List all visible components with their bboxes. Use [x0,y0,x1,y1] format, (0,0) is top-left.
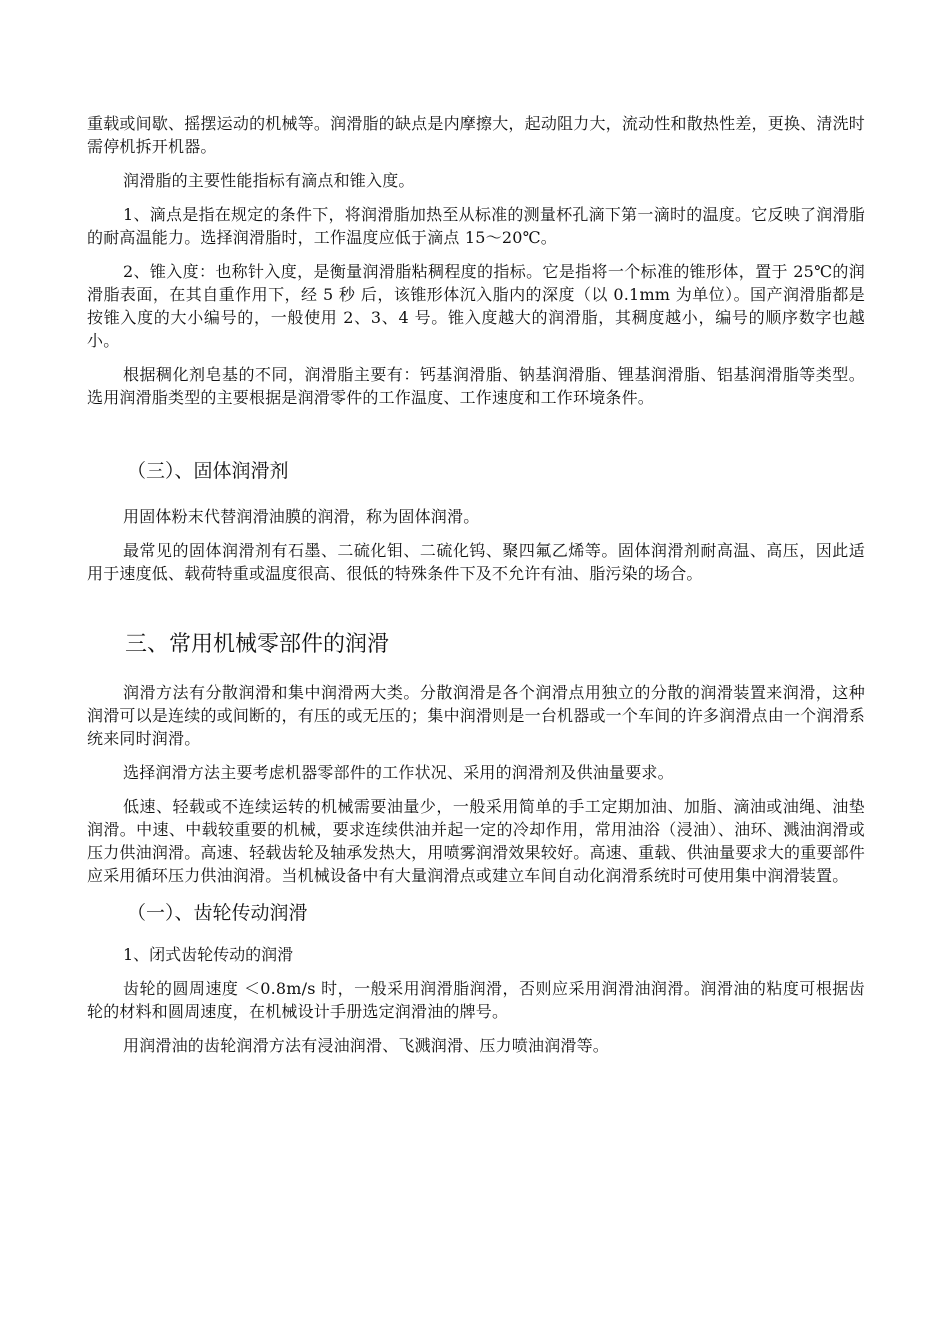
heading-gear-lubrication: （一）、齿轮传动润滑 [127,902,308,924]
paragraph-gear-speed: 齿轮的圆周速度 ＜0.8m/s 时，一般采用润滑脂润滑，否则应采用润滑油润滑。润滑油的粘度可根据齿轮的材料和圆周速度，在机械设计手册选定润滑油的牌号。 [87,979,865,1021]
heading-machine-parts-lubrication: 三、常用机械零部件的润滑 [125,632,390,657]
paragraph-cone-penetration: 2、锥入度：也称针入度，是衡量润滑脂粘稠程度的指标。它是指将一个标准的锥形体，置于 25℃的润滑脂表面，在其自重作用下，经 5 秒 后，该锥形体沉入脂内的深度（以 0.1mm 为单位）。国产润滑脂都是按锥入度的大小编号的，一般使用 2、3、4 号。锥入度越大的润滑脂，其稠度越小，编号的顺序数字也越小。 [87,262,865,350]
paragraph-solid-examples: 最常见的固体润滑剂有石墨、二硫化钼、二硫化钨、聚四氟乙烯等。固体润滑剂耐高温、高压，因此适用于速度低、载荷特重或温度很高、很低的特殊条件下及不允许有油、脂污染的场合。 [87,541,865,583]
paragraph-grease-indicators: 润滑脂的主要性能指标有滴点和锥入度。 [123,171,415,190]
paragraph-dropping-point: 1、滴点是指在规定的条件下，将润滑脂加热至从标准的测量杯孔滴下第一滴时的温度。它反映了润滑脂的耐高温能力。选择润滑脂时，工作温度应低于滴点 15～20℃。 [87,205,865,247]
paragraph-method-selection: 选择润滑方法主要考虑机器零部件的工作状况、采用的润滑剂及供油量要求。 [123,763,674,782]
paragraph-lubrication-methods: 润滑方法有分散润滑和集中润滑两大类。分散润滑是各个润滑点用独立的分散的润滑装置来润滑，这种润滑可以是连续的或间断的，有压的或无压的；集中润滑则是一台机器或一个车间的许多润滑点由一个润滑系统来同时润滑。 [87,683,865,748]
paragraph-grease-types: 根据稠化剂皂基的不同，润滑脂主要有：钙基润滑脂、钠基润滑脂、锂基润滑脂、铝基润滑脂等类型。选用润滑脂类型的主要根据是润滑零件的工作温度、工作速度和工作环境条件。 [87,365,865,407]
paragraph-gear-oil-methods: 用润滑油的齿轮润滑方法有浸油润滑、飞溅润滑、压力喷油润滑等。 [123,1036,610,1055]
heading-solid-lubricants: （三）、固体润滑剂 [127,460,289,482]
paragraph-grease-drawbacks: 重载或间歇、摇摆运动的机械等。润滑脂的缺点是内摩擦大，起动阻力大，流动性和散热性差，更换、清洗时需停机拆开机器。 [87,114,865,156]
subheading-closed-gear: 1、闭式齿轮传动的润滑 [123,945,294,964]
document-page [87,112,865,1068]
paragraph-solid-definition: 用固体粉末代替润滑油膜的润滑，称为固体润滑。 [123,507,480,526]
paragraph-speed-load-methods: 低速、轻载或不连续运转的机械需要油量少，一般采用简单的手工定期加油、加脂、滴油或油绳、油垫润滑。中速、中载较重要的机械，要求连续供油并起一定的冷却作用，常用油浴（浸油）、油环、溅油润滑或压力供油润滑。高速、轻载齿轮及轴承发热大，用喷雾润滑效果较好。高速、重载、供油量要求大的重要部件应采用循环压力供油润滑。当机械设备中有大量润滑点或建立车间自动化润滑系统时可使用集中润滑装置。 [87,797,865,885]
